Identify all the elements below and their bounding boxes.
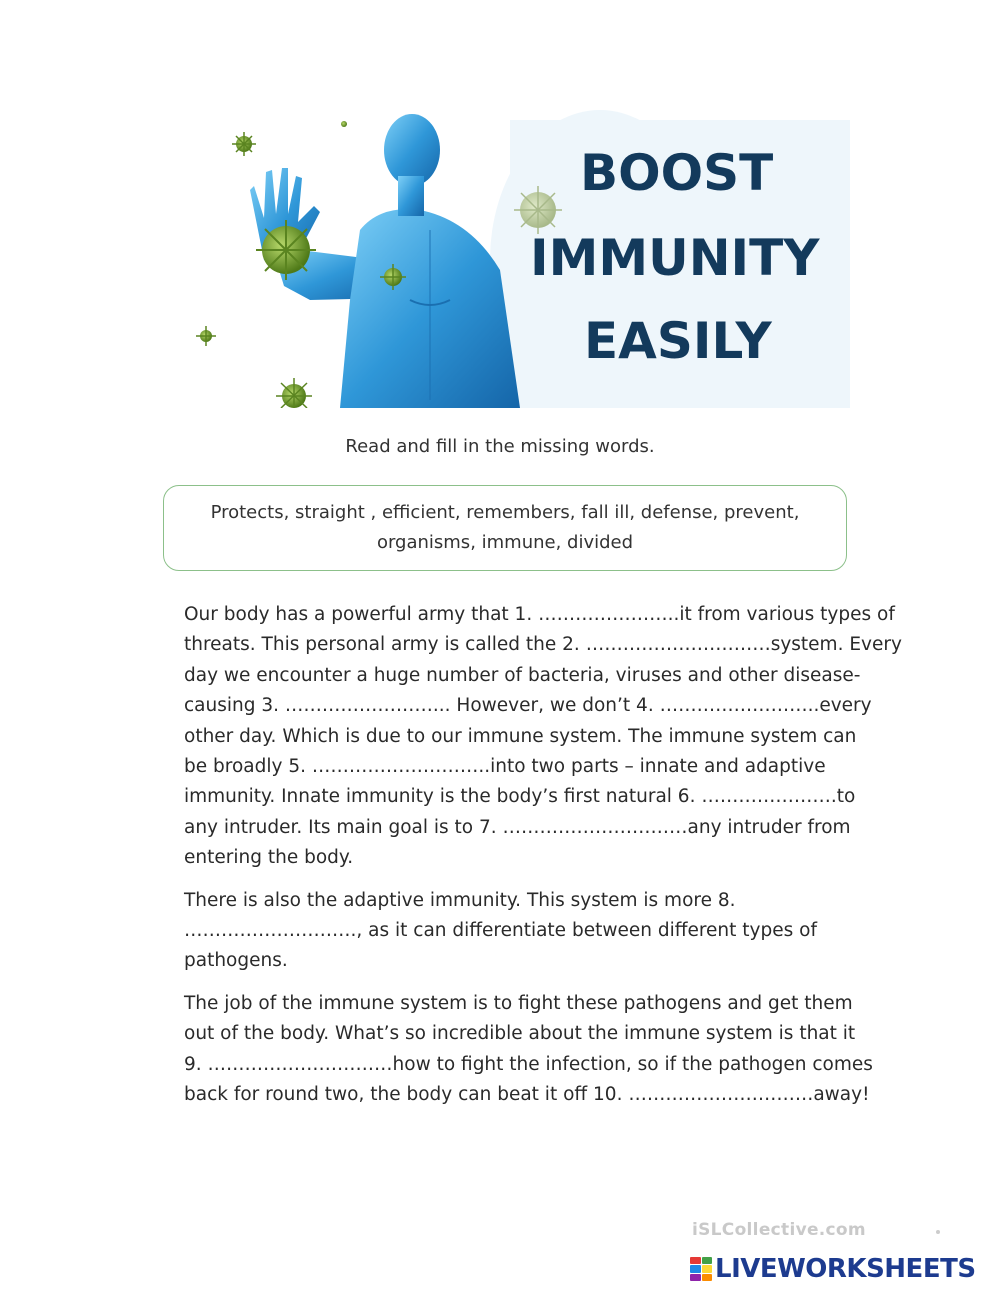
passage-line: 9. …………………………how to fight the infection, so if the pathogen comes xyxy=(184,1053,873,1075)
passage-line: ………………………., as it can differentiate between different types of xyxy=(184,920,817,942)
passage-line: The job of the immune system is to fight these pathogens and get them xyxy=(184,992,853,1014)
reading-passage xyxy=(184,600,902,1123)
passage-line: be broadly 5. ………………………..into two parts – innate and adaptive xyxy=(184,756,826,778)
banner-title-line3: EASILY xyxy=(584,312,772,370)
passage-line: threats. This personal army is called the 2. …………………………system. Every xyxy=(184,634,902,656)
instruction-text: Read and fill in the missing words. xyxy=(345,436,655,457)
virus-icon xyxy=(256,220,316,280)
paragraph-3 xyxy=(184,989,894,1111)
passage-line: day we encounter a huge number of bacteria, viruses and other disease- xyxy=(184,664,861,686)
word-bank-box xyxy=(163,485,847,571)
passage-line: causing 3. ……………………... However, we don’t 4. ……………………..every xyxy=(184,695,872,717)
banner-title-line2: IMMUNITY xyxy=(530,229,820,287)
passage-line: There is also the adaptive immunity. This system is more 8. xyxy=(184,889,736,911)
passage-line: out of the body. What’s so incredible about the immune system is that it xyxy=(184,1023,856,1045)
passage-line: other day. Which is due to our immune system. The immune system can xyxy=(184,725,857,747)
virus-icon xyxy=(196,326,216,346)
passage-line: pathogens. xyxy=(184,950,288,972)
banner-title-line1: BOOST xyxy=(580,144,774,202)
passage-line: entering the body. xyxy=(184,847,354,869)
watermark-dot xyxy=(936,1230,940,1234)
passage-line: any intruder. Its main goal is to 7. …………………………any intruder from xyxy=(184,816,851,838)
virus-icon xyxy=(514,186,562,234)
word-bank-line-2: organisms, immune, divided xyxy=(376,532,634,553)
header-illustration xyxy=(180,110,850,408)
liveworksheets-logo[interactable] xyxy=(690,1252,976,1286)
paragraph-1 xyxy=(184,600,902,874)
word-bank-line-1: Protects, straight , efficient, remembers, fall ill, defense, prevent, xyxy=(210,502,800,523)
passage-line: Our body has a powerful army that 1. …………………..it from various types of xyxy=(184,604,895,625)
paragraph-2 xyxy=(184,886,894,977)
passage-line: back for round two, the body can beat it off 10. …………………………away! xyxy=(184,1084,870,1106)
liveworksheets-text: LIVEWORKSHEETS xyxy=(715,1254,976,1284)
islcollective-watermark: iSLCollective.com xyxy=(692,1220,866,1240)
passage-line: immunity. Innate immunity is the body’s first natural 6. ………………….to xyxy=(184,786,856,808)
liveworksheets-logo-icon xyxy=(690,1257,712,1281)
virus-icon xyxy=(341,121,347,127)
virus-icon xyxy=(276,378,312,408)
virus-icon xyxy=(232,132,256,156)
